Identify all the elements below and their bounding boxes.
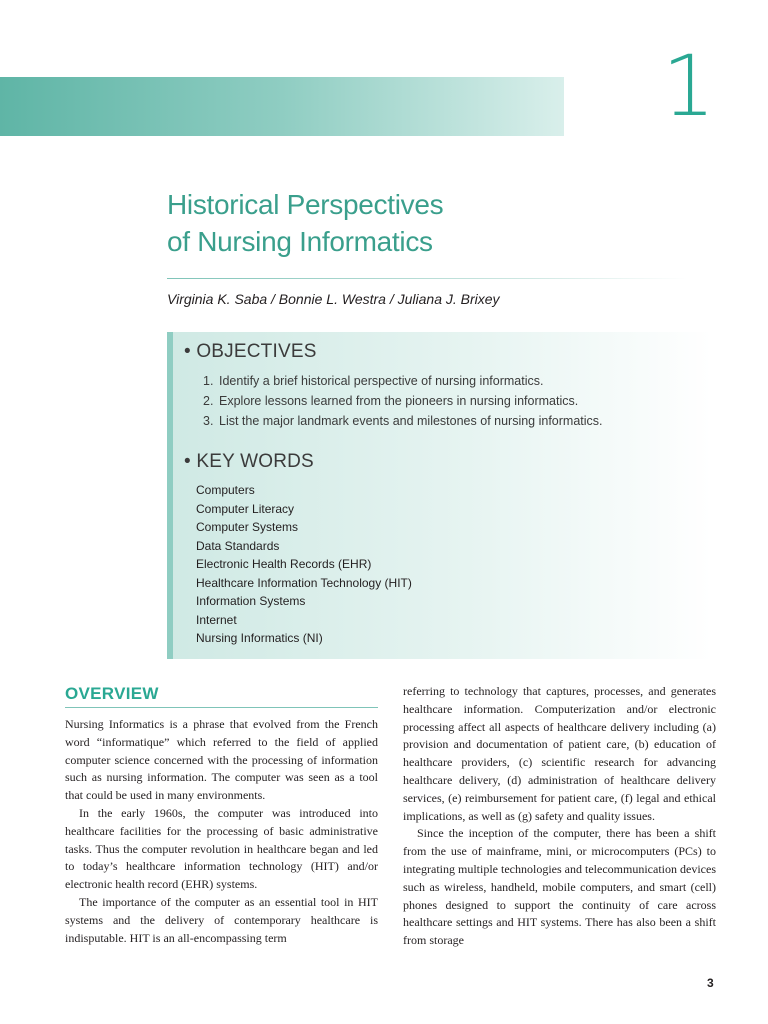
body-column-left	[65, 716, 378, 947]
key-word-item: Healthcare Information Technology (HIT)	[196, 575, 412, 590]
body-paragraph: The importance of the computer as an essential tool in HIT systems and the delivery of contemporary healthcare is indisputable. HIT is an all-encompassing term	[65, 894, 378, 945]
authors-line: Virginia K. Saba / Bonnie L. Westra / Juliana J. Brixey	[167, 291, 500, 307]
body-column-right	[403, 683, 716, 950]
overview-divider	[65, 707, 378, 708]
key-word-item: Internet	[196, 612, 237, 627]
chapter-banner	[0, 77, 564, 136]
key-word-item: Information Systems	[196, 594, 306, 608]
chapter-number: 1	[662, 37, 716, 135]
body-paragraph: Nursing Informatics is a phrase that evolved from the French word “informatique” which referred to the field of applied computer science concerned with the processing of information such as nursing information. The computer was seen as a tool that could be used in many environments.	[65, 717, 378, 803]
chapter-title-line-2: of Nursing Informatics	[167, 226, 433, 257]
objectives-box-accent-bar	[167, 332, 173, 659]
body-paragraph: Since the inception of the computer, there has been a shift from the use of mainframe, mini, or microcomputers (PCs) to integrating multiple technologies and telecommunication devices such as wireless, handheld, mobile computers, and smart (cell) phones designed to support the continuity of care across healthcare settings and HIT systems. There has also been a shift from storage	[403, 826, 716, 948]
key-word-item: Computer Literacy	[196, 501, 295, 516]
key-words-list	[196, 481, 412, 648]
body-paragraph: In the early 1960s, the computer was introduced into healthcare facilities for the processing of basic administrative tasks. Thus the computer revolution in healthcare began and led to today’s healthcare information technology (HIT) and/or electronic health record (EHR) systems.	[65, 805, 378, 892]
page-number: 3	[707, 976, 714, 990]
key-words-heading: • KEY WORDS	[184, 451, 314, 472]
chapter-title	[167, 186, 443, 260]
key-word-item: Nursing Informatics (NI)	[196, 631, 323, 645]
key-word-item: Data Standards	[196, 538, 280, 553]
objective-item: 2. Explore lessons learned from the pioneers in nursing informatics.	[203, 394, 579, 408]
objectives-heading: • OBJECTIVES	[184, 341, 317, 362]
key-word-item: Computer Systems	[196, 520, 299, 534]
key-word-item: Electronic Health Records (EHR)	[196, 557, 372, 571]
objective-item: 3. List the major landmark events and milestones of nursing informatics.	[203, 414, 603, 428]
title-divider	[167, 278, 687, 279]
overview-heading: OVERVIEW	[65, 684, 159, 703]
chapter-title-line-1: Historical Perspectives	[167, 189, 444, 220]
objective-item: 1. Identify a brief historical perspective of nursing informatics.	[203, 374, 544, 388]
key-word-item: Computers	[196, 483, 255, 497]
objectives-list	[203, 371, 603, 431]
body-paragraph: referring to technology that captures, processes, and generates healthcare information. Computerization and/or electronic processing affect all aspects of healthcare delivery including (a) provision and documentation of patient care, (b) education of healthcare providers, (c) scientific research for advancing healthcare delivery, (d) administration of healthcare delivery services, (e) reimbursement for patient care, (f) legal and ethical implications, as well as (g) safety and quality issues.	[403, 684, 716, 823]
